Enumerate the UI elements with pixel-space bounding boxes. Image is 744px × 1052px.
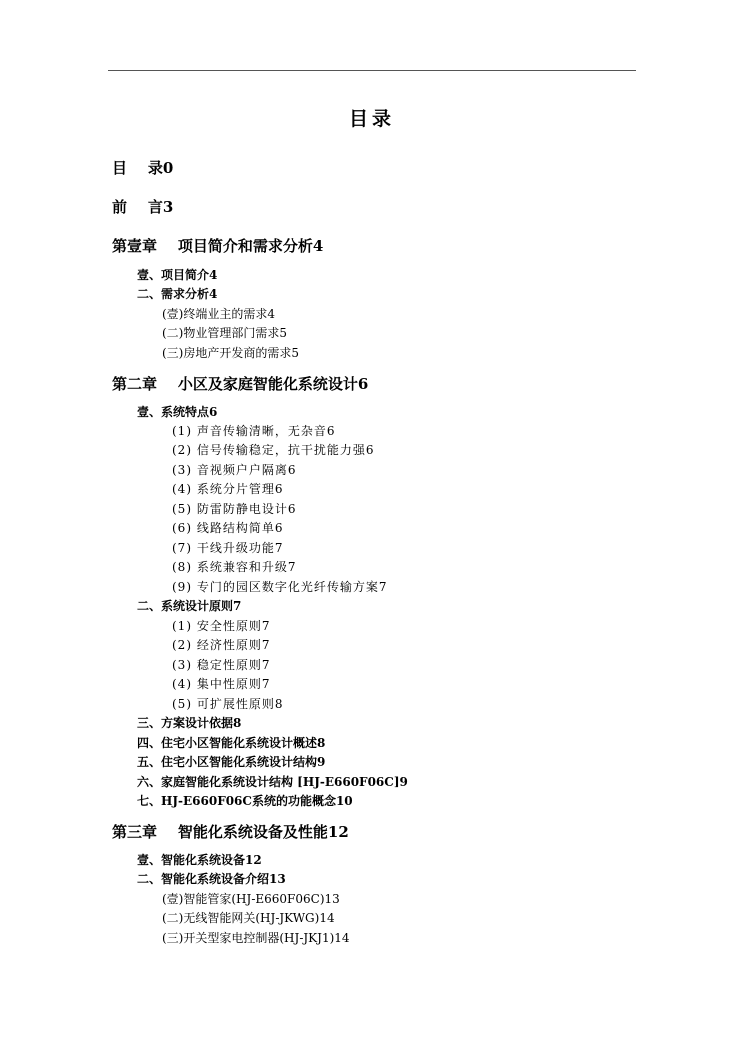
- toc-entry-section[interactable]: 三、方案设计依据8: [137, 716, 242, 730]
- toc-entry-subsection[interactable]: (三)开关型家电控制器(HJ-JKJ1)14: [162, 931, 350, 945]
- toc-entry-subsection[interactable]: (8) 系统兼容和升级7: [172, 560, 297, 574]
- toc-entry-subsection[interactable]: (3) 稳定性原则7: [172, 658, 271, 672]
- toc-entry-subsection[interactable]: (1) 声音传输清晰，无杂音6: [172, 424, 336, 438]
- toc-entry-section[interactable]: 二、需求分析4: [137, 287, 218, 301]
- toc-entry-subsection[interactable]: (5) 可扩展性原则8: [172, 697, 284, 711]
- toc-entry-section[interactable]: 壹、智能化系统设备12: [137, 853, 262, 867]
- toc-entry-subsection[interactable]: (二)无线智能网关(HJ-JKWG)14: [162, 911, 335, 925]
- header-rule: [108, 70, 636, 71]
- toc-entry-subsection[interactable]: (5) 防雷防静电设计6: [172, 502, 297, 516]
- toc-entry-section[interactable]: 壹、项目简介4: [137, 268, 218, 282]
- toc-entry-subsection[interactable]: (壹)终端业主的需求4: [162, 307, 275, 321]
- toc-entry-subsection[interactable]: (4) 集中性原则7: [172, 677, 271, 691]
- toc-entry-chapter-2[interactable]: 第二章 小区及家庭智能化系统设计6: [112, 375, 369, 393]
- toc-entry-subsection[interactable]: (3) 音视频户户隔离6: [172, 463, 297, 477]
- toc-entry-section[interactable]: 六、家庭智能化系统设计结构 [HJ-E660F06C]9: [137, 775, 408, 789]
- toc-entry-subsection[interactable]: (三)房地产开发商的需求5: [162, 346, 299, 360]
- toc-entry-section[interactable]: 七、HJ-E660F06C系统的功能概念10: [137, 794, 353, 808]
- toc-entry-subsection[interactable]: (1) 安全性原则7: [172, 619, 271, 633]
- toc-entry-section[interactable]: 壹、系统特点6: [137, 405, 218, 419]
- toc-entry-contents[interactable]: 目 录0: [112, 159, 174, 177]
- toc-entry-subsection[interactable]: (6) 线路结构简单6: [172, 521, 284, 535]
- toc-entry-subsection[interactable]: (壹)智能管家(HJ-E660F06C)13: [162, 892, 340, 906]
- toc-entry-section[interactable]: 五、住宅小区智能化系统设计结构9: [137, 755, 326, 769]
- toc-entry-section[interactable]: 二、系统设计原则7: [137, 599, 242, 613]
- toc-entry-subsection[interactable]: (二)物业管理部门需求5: [162, 326, 287, 340]
- toc-entry-chapter-1[interactable]: 第壹章 项目简介和需求分析4: [112, 237, 324, 255]
- toc-entry-subsection[interactable]: (2) 经济性原则7: [172, 638, 271, 652]
- toc-entry-subsection[interactable]: (7) 干线升级功能7: [172, 541, 284, 555]
- toc-entry-subsection[interactable]: (2) 信号传输稳定，抗干扰能力强6: [172, 443, 375, 457]
- toc-entry-section[interactable]: 二、智能化系统设备介绍13: [137, 872, 286, 886]
- toc-entry-subsection[interactable]: (4) 系统分片管理6: [172, 482, 284, 496]
- toc-entry-subsection[interactable]: (9) 专门的园区数字化光纤传输方案7: [172, 580, 388, 594]
- toc-entry-preface[interactable]: 前 言3: [112, 198, 174, 216]
- toc-entry-chapter-3[interactable]: 第三章 智能化系统设备及性能12: [112, 823, 349, 841]
- toc-entry-section[interactable]: 四、住宅小区智能化系统设计概述8: [137, 736, 326, 750]
- page-title: 目录: [348, 108, 395, 130]
